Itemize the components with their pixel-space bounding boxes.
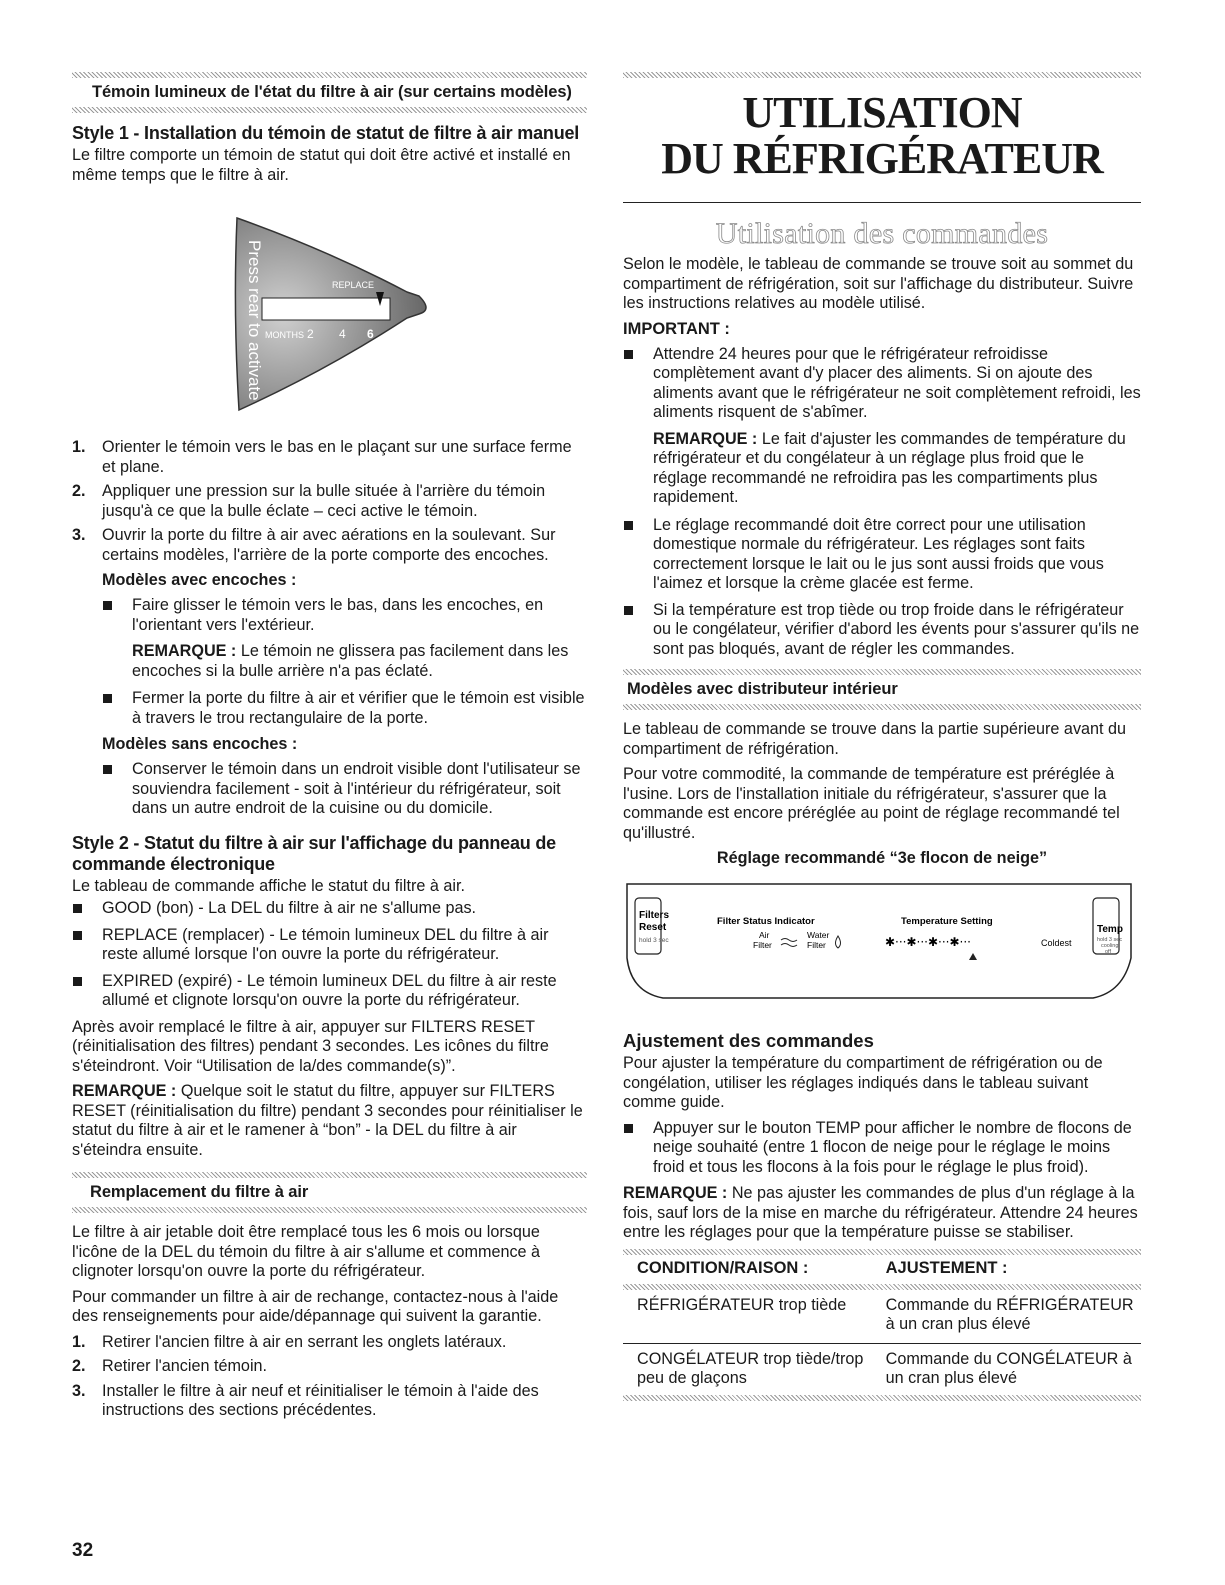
section-band-filter-status bbox=[72, 72, 587, 113]
svg-text:4: 4 bbox=[339, 327, 346, 341]
svg-text:REPLACE: REPLACE bbox=[332, 280, 375, 290]
controls-intro: Selon le modèle, le tableau de commande se trouve soit au sommet du compartiment de réfrigération, soit sur l'affichage du distributeur. Suivre les instructions relatives au modèle utilisé. bbox=[623, 255, 1134, 312]
section-title: Remplacement du filtre à air bbox=[90, 1183, 309, 1201]
style1-steps bbox=[72, 438, 587, 565]
adjustment-heading: Ajustement des commandes bbox=[623, 1030, 874, 1051]
indicator-illustration bbox=[227, 210, 437, 420]
important-label: IMPORTANT : bbox=[623, 319, 730, 338]
hatch-divider bbox=[72, 1207, 587, 1213]
with-notches-list bbox=[102, 596, 587, 635]
step-item: 1. Orienter le témoin vers le bas en le plaçant sur une surface ferme et plane. bbox=[72, 438, 572, 476]
table-cell: Commande du RÉFRIGÉRATEUR à un cran plus élevé bbox=[872, 1290, 1141, 1344]
list-item: GOOD (bon) - La DEL du filtre à air ne s'allume pas. bbox=[72, 899, 587, 919]
column-header: CONDITION/RAISON : bbox=[637, 1258, 809, 1277]
section-subtitle: Utilisation des commandes bbox=[715, 217, 1049, 250]
list-item: Appuyer sur le bouton TEMP pour afficher le nombre de flocons de neige souhaité (entre 1 flocon de neige pour le réglage le moins froid et tous les flocons à la fois pour le réglage le plus froid). bbox=[623, 1119, 1141, 1178]
table-row bbox=[623, 1290, 1141, 1344]
hatch-divider bbox=[623, 704, 1141, 710]
dispenser-p1: Le tableau de commande se trouve dans la partie supérieure avant du compartiment de réfrigération. bbox=[623, 720, 1127, 758]
style1-intro: Le filtre comporte un témoin de statut qui doit être activé et installé en même temps que le filtre à air. bbox=[72, 146, 571, 184]
adjustment-intro: Pour ajuster la température du compartiment de réfrigération ou de congélation, utiliser les réglages indiqués dans le tableau suivant comme guide. bbox=[623, 1054, 1103, 1111]
svg-text:Air: Air bbox=[759, 930, 770, 940]
step-item: 1. Retirer l'ancien filtre à air en serrant les onglets latéraux. bbox=[72, 1332, 507, 1351]
svg-text:MONTHS: MONTHS bbox=[265, 330, 304, 340]
style1-heading: Style 1 - Installation du témoin de statut de filtre à air manuel bbox=[72, 123, 580, 143]
style2-note: REMARQUE : Quelque soit le statut du filtre, appuyer sur FILTERS RESET (réinitialisation du filtre) pendant 3 secondes pour réinitialiser le statut du filtre à air et le ramener à “bon” - la DEL du filtre à air s'éteindra ensuite. bbox=[72, 1082, 583, 1159]
svg-text:off: off bbox=[1105, 949, 1112, 955]
svg-text:2: 2 bbox=[307, 327, 314, 341]
without-notches-list bbox=[102, 760, 587, 819]
list-item: Si la température est trop tiède ou trop froide dans le réfrigérateur ou le congélateur, vérifier d'abord les évents pour s'assurer qu'ils ne sont pas bloqués, avant de régler les commandes. bbox=[623, 601, 1141, 660]
svg-text:6: 6 bbox=[367, 327, 374, 341]
page-number: 32 bbox=[72, 1540, 94, 1561]
step-item: 3. Installer le filtre à air neuf et réinitialiser le témoin à l'aide des instructions des sections précédentes. bbox=[72, 1381, 539, 1419]
replace-steps bbox=[72, 1333, 587, 1421]
title-rule bbox=[623, 202, 1141, 203]
left-column bbox=[72, 72, 587, 1427]
adjustment-table bbox=[623, 1255, 1141, 1395]
adjustment-note: REMARQUE : Ne pas ajuster les commandes de plus d'un réglage à la fois, sauf lors de la mise en marche du réfrigérateur. Attendre 24 heures entre les réglages pour que la température puisse se stabiliser. bbox=[623, 1184, 1138, 1241]
table-cell: RÉFRIGÉRATEUR trop tiède bbox=[623, 1290, 872, 1344]
hatch-divider bbox=[72, 107, 587, 113]
style2-bullets bbox=[72, 899, 587, 1011]
section-band-dispenser bbox=[623, 669, 1141, 710]
list-item: REPLACE (remplacer) - Le témoin lumineux DEL du filtre à air reste allumé lorsque l'on ouvre la porte du réfrigérateur. bbox=[72, 926, 587, 965]
section-title: Modèles avec distributeur intérieur bbox=[627, 680, 898, 698]
replace-p1: Le filtre à air jetable doit être remplacé tous les 6 mois ou lorsque l'icône de la DEL du témoin du filtre à air s'allume et commence à clignoter lorsqu'on ouvre la porte du réfrigérateur. bbox=[72, 1223, 541, 1280]
hatch-divider bbox=[623, 72, 1141, 78]
filter-status-indicator-figure bbox=[227, 210, 437, 420]
control-panel-illustration bbox=[623, 880, 1135, 1008]
step-item: 2. Retirer l'ancien témoin. bbox=[72, 1357, 268, 1375]
table-row bbox=[623, 1343, 1141, 1395]
recommended-setting-heading: Réglage recommandé “3e flocon de neige” bbox=[716, 849, 1048, 867]
svg-text:Temp: Temp bbox=[1097, 924, 1123, 935]
notches-note: REMARQUE : Le témoin ne glissera pas facilement dans les encoches si la bulle arrière n'a pas éclaté. bbox=[132, 642, 569, 680]
svg-text:hold 3 sec: hold 3 sec bbox=[1097, 937, 1123, 943]
with-notches-list-2 bbox=[102, 689, 587, 728]
svg-text:Water: Water bbox=[807, 930, 830, 940]
list-item: Faire glisser le témoin vers le bas, dans les encoches, en l'orientant vers l'extérieur. bbox=[102, 596, 587, 635]
control-panel-svg bbox=[623, 880, 1135, 1008]
section-band-replacement bbox=[72, 1172, 587, 1213]
step-item: 3. Ouvrir la porte du filtre à air avec aérations en la soulevant. Sur certains modèles, l'arrière de la porte comporte des encoches. bbox=[72, 526, 556, 564]
list-item: EXPIRED (expiré) - Le témoin lumineux DEL du filtre à air reste allumé et clignote lorsqu'on ouvre la porte du réfrigérateur. bbox=[72, 972, 587, 1011]
svg-text:Filter Status Indicator: Filter Status Indicator bbox=[717, 916, 815, 927]
without-notches-heading: Modèles sans encoches : bbox=[102, 735, 298, 753]
table-cell: CONGÉLATEUR trop tiède/trop peu de glaçons bbox=[637, 1349, 864, 1387]
step-item: 2. Appliquer une pression sur la bulle située à l'arrière du témoin jusqu'à ce que la bulle éclate – ceci active le témoin. bbox=[72, 482, 546, 520]
replace-p2: Pour commander un filtre à air de rechange, contactez-nous à l'aide des renseignements pour aide/dépannage qui suivent la garantie. bbox=[72, 1287, 559, 1325]
controls-note: REMARQUE : Le fait d'ajuster les commandes de température du réfrigérateur et du congélateur à un réglage plus froid que le réglage recommandé ne refroidira pas les compartiments plus rapidement. bbox=[653, 429, 1126, 506]
style2-intro: Le tableau de commande affiche le statut du filtre à air. bbox=[72, 876, 465, 895]
svg-text:Filter: Filter bbox=[807, 940, 826, 950]
right-column bbox=[623, 72, 1141, 1401]
dispenser-p2: Pour votre commodité, la commande de température est préréglée à l'usine. Lors de l'installation initiale du réfrigérateur, s'assurer que la commande est encore préréglée au point de réglage recommandé tel qu'illustré. bbox=[623, 765, 1120, 842]
svg-text:Filter: Filter bbox=[753, 940, 772, 950]
important-list bbox=[623, 345, 1141, 423]
with-notches-heading: Modèles avec encoches : bbox=[102, 571, 297, 589]
snowflake-icons: ✱···✱···✱···✱··· bbox=[885, 935, 971, 949]
list-item: Attendre 24 heures pour que le réfrigérateur refroidisse complètement avant d'y placer des aliments. Si on ajoute des aliments avant que le réfrigérateur ne soit complètement refroidi, les aliments risquent de s'abîmer. bbox=[623, 345, 1141, 423]
list-item: Conserver le témoin dans un endroit visible dont l'utilisateur se souviendra facilement - soit à l'intérieur du réfrigérateur, soit dans un autre endroit de la cuisine ou du domicile. bbox=[102, 760, 587, 819]
svg-text:Filters: Filters bbox=[639, 910, 670, 921]
page-title: UTILISATION DU RÉFRIGÉRATEUR bbox=[661, 88, 1103, 183]
list-item: Le réglage recommandé doit être correct pour une utilisation domestique normale du réfrigérateur. Les réglages sont faits correctement lorsque le lait ou le jus sont aussi froids que vous l'aimez et lorsque la crème glacée est ferme. bbox=[623, 516, 1141, 594]
svg-text:hold 3 sec: hold 3 sec bbox=[639, 937, 669, 944]
adjustment-list bbox=[623, 1119, 1141, 1178]
list-item: Fermer la porte du filtre à air et vérifier que le témoin est visible à travers le trou rectangulaire de la porte. bbox=[102, 689, 587, 728]
table-cell: Commande du CONGÉLATEUR à un cran plus élevé bbox=[885, 1349, 1132, 1387]
style2-heading: Style 2 - Statut du filtre à air sur l'affichage du panneau de commande électronique bbox=[72, 832, 556, 874]
svg-text:cooling: cooling bbox=[1101, 943, 1119, 949]
style2-after: Après avoir remplacé le filtre à air, appuyer sur FILTERS RESET (réinitialisation des filtres) pendant 3 secondes. Les icônes du filtre s'éteindront. Voir “Utilisation de la/des commande(s)”. bbox=[72, 1017, 549, 1075]
hatch-divider bbox=[623, 1395, 1141, 1401]
important-list-2 bbox=[623, 516, 1141, 660]
svg-text:Temperature Setting: Temperature Setting bbox=[901, 916, 993, 927]
table-header-row bbox=[623, 1255, 1141, 1284]
section-title: Témoin lumineux de l'état du filtre à air (sur certains modèles) bbox=[92, 83, 572, 101]
svg-text:Reset: Reset bbox=[639, 922, 667, 933]
svg-text:Coldest: Coldest bbox=[1041, 938, 1072, 948]
svg-text:Press rear to activate: Press rear to activate bbox=[245, 240, 264, 401]
column-header: AJUSTEMENT : bbox=[885, 1258, 1008, 1277]
